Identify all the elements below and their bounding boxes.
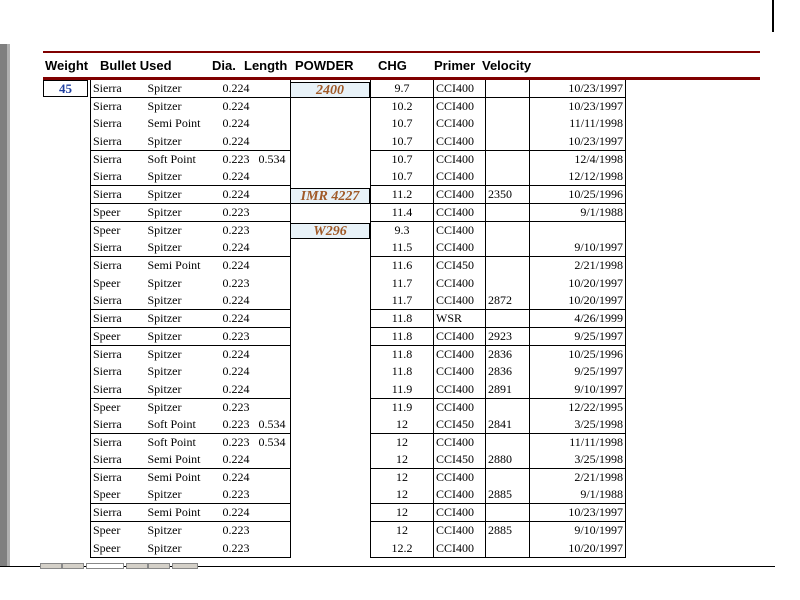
date-cell[interactable]: 11/11/1998 [530,434,626,452]
velocity-cell[interactable] [486,239,530,257]
date-cell[interactable]: 10/25/1996 [530,346,626,364]
bullet-type-cell[interactable]: Spitzer [147,523,182,538]
bullet-type-cell[interactable]: Spitzer [146,539,221,557]
primer-cell[interactable]: CCI400 [434,346,486,364]
powder-cell[interactable] [291,398,371,416]
length-cell[interactable] [257,274,291,292]
header-dia: Dia. [212,58,236,73]
charge-cell[interactable]: 12 [371,451,434,469]
powder-cell[interactable] [291,416,371,434]
date-cell[interactable]: 3/25/1998 [530,416,626,434]
bullet-maker-cell[interactable]: Sierra [91,346,146,364]
powder-cell[interactable] [291,363,371,381]
date-cell[interactable]: 9/25/1997 [530,328,626,346]
bullet-maker-cell[interactable]: Sierra [91,292,146,310]
charge-cell[interactable]: 12 [371,522,434,540]
charge-cell[interactable]: 12 [371,486,434,504]
charge-cell[interactable]: 11.4 [371,204,434,222]
bullet-type-cell[interactable]: Soft Point [147,151,196,166]
date-cell[interactable]: 3/25/1998 [530,451,626,469]
weight-value[interactable]: 45 [43,80,88,97]
primer-cell[interactable]: CCI400 [434,239,486,257]
bullet-maker-cell[interactable]: Sierra [91,310,146,328]
bullet-maker-cell[interactable]: Sierra [91,469,146,487]
window-right-border [772,0,774,32]
bullet-type-cell[interactable]: Spitzer [146,328,221,346]
velocity-cell[interactable] [486,398,530,416]
velocity-cell[interactable]: 2880 [486,451,530,469]
charge-cell[interactable]: 12 [371,504,434,522]
date-cell[interactable]: 10/23/1997 [530,80,626,98]
powder-cell[interactable] [291,133,371,151]
table-row[interactable] [91,346,626,364]
velocity-cell[interactable]: 2885 [486,486,530,504]
velocity-cell[interactable] [486,434,530,452]
charge-cell[interactable]: 12 [371,434,434,452]
diameter-cell[interactable]: 0.224 [222,364,250,379]
powder-cell[interactable] [291,328,371,346]
primer-cell[interactable]: CCI400 [434,186,486,204]
charge-cell[interactable]: 10.7 [371,133,434,151]
bullet-maker-cell[interactable]: Sierra [91,381,146,399]
length-cell[interactable] [257,310,291,328]
bullet-maker-cell[interactable]: Sierra [91,168,146,186]
charge-cell[interactable]: 10.7 [371,150,434,168]
bullet-type-cell[interactable]: Spitzer [147,399,182,414]
diameter-cell[interactable]: 0.224 [221,80,257,98]
length-cell[interactable] [257,451,291,469]
header-bullet-used: Bullet Used [100,58,172,73]
velocity-cell[interactable] [486,539,530,557]
header-chg: CHG [378,58,407,73]
velocity-cell[interactable] [486,150,530,168]
sheet-tab-active[interactable] [86,563,124,569]
diameter-cell[interactable]: 0.224 [222,470,250,485]
length-cell[interactable] [257,469,291,487]
primer-cell[interactable]: CCI400 [434,98,486,116]
diameter-cell[interactable]: 0.223 [221,539,257,557]
bullet-maker-cell[interactable]: Sierra [91,416,146,434]
table-row[interactable] [91,168,626,186]
sheet-tab-nav-next[interactable] [126,563,148,569]
bullet-type-cell[interactable]: Soft Point [146,416,221,434]
date-cell[interactable]: 10/23/1997 [530,504,626,522]
diameter-cell[interactable]: 0.224 [221,381,257,399]
diameter-cell[interactable]: 0.223 [222,275,250,290]
diameter-cell[interactable]: 0.224 [221,168,257,186]
primer-cell[interactable]: CCI400 [434,381,486,399]
charge-cell[interactable]: 12 [371,469,434,487]
bullet-type-cell[interactable]: Spitzer [146,486,221,504]
window-left-border-inner [7,44,10,566]
charge-cell[interactable]: 11.5 [371,239,434,257]
bullet-type-cell[interactable]: Spitzer [146,168,221,186]
powder-cell[interactable] [291,346,371,364]
length-cell[interactable] [257,168,291,186]
date-cell[interactable]: 9/10/1997 [530,522,626,540]
header-weight: Weight [45,58,89,73]
bullet-type-cell[interactable]: Spitzer [146,186,221,204]
velocity-cell[interactable]: 2836 [486,346,530,364]
powder-cell[interactable] [291,486,371,504]
velocity-cell[interactable]: 2350 [486,186,530,204]
primer-cell[interactable]: CCI400 [434,115,486,133]
velocity-cell[interactable] [486,257,530,275]
powder-cell[interactable] [291,204,371,222]
primer-cell[interactable]: CCI450 [434,257,486,275]
diameter-cell[interactable]: 0.224 [221,310,257,328]
powder-cell[interactable] [291,150,371,168]
table-row[interactable] [91,539,626,557]
header-powder: POWDER [295,58,354,73]
bullet-maker-cell[interactable]: Sierra [91,239,146,257]
date-cell[interactable]: 4/26/1999 [530,310,626,328]
header-primer: Primer [434,58,476,73]
table-row[interactable] [91,381,626,399]
velocity-cell[interactable] [486,115,530,133]
date-cell[interactable]: 10/20/1997 [530,292,626,310]
date-cell[interactable]: 9/1/1988 [530,486,626,504]
bullet-maker-cell[interactable]: Sierra [91,434,146,452]
velocity-cell[interactable] [486,469,530,487]
velocity-cell[interactable] [486,310,530,328]
powder-group-2400[interactable]: 2400 [290,82,370,98]
date-cell[interactable]: 10/23/1997 [530,98,626,116]
bullet-type-cell[interactable]: Semi Point [147,470,201,485]
bullet-type-cell[interactable]: Spitzer [146,310,221,328]
charge-cell[interactable]: 12.2 [371,539,434,557]
date-cell[interactable]: 12/4/1998 [530,150,626,168]
length-cell[interactable] [257,398,291,416]
powder-cell[interactable] [291,292,371,310]
sheet-tab-extra[interactable] [172,563,198,569]
charge-cell[interactable]: 11.8 [371,310,434,328]
length-cell[interactable] [257,115,291,133]
bullet-maker-cell[interactable]: Sierra [91,98,146,116]
diameter-cell[interactable]: 0.224 [221,292,257,310]
length-cell[interactable] [257,239,291,257]
charge-cell[interactable]: 11.7 [371,292,434,310]
diameter-cell[interactable]: 0.224 [221,133,257,151]
table-row[interactable] [91,133,626,151]
bullet-type-cell[interactable]: Spitzer [146,204,221,222]
date-cell[interactable]: 10/25/1996 [530,186,626,204]
diameter-cell[interactable]: 0.224 [222,258,250,273]
table-row[interactable] [91,310,626,328]
bullet-maker-cell[interactable]: Sierra [91,451,146,469]
table-row[interactable] [91,274,626,292]
primer-cell[interactable]: CCI400 [434,204,486,222]
table-row[interactable] [91,239,626,257]
primer-cell[interactable]: CCI450 [434,451,486,469]
primer-cell[interactable]: WSR [434,310,486,328]
date-cell[interactable]: 11/11/1998 [530,115,626,133]
velocity-cell[interactable]: 2836 [486,363,530,381]
table-row[interactable] [91,222,626,240]
table-row[interactable] [91,451,626,469]
diameter-cell[interactable]: 0.223 [222,151,250,166]
date-cell[interactable]: 2/21/1998 [530,469,626,487]
charge-cell[interactable]: 10.7 [371,168,434,186]
table-row[interactable] [91,328,626,346]
primer-cell[interactable]: CCI400 [434,469,486,487]
velocity-cell[interactable]: 2891 [486,381,530,399]
length-cell[interactable] [257,522,291,540]
powder-cell[interactable] [291,451,371,469]
primer-cell[interactable]: CCI400 [434,363,486,381]
charge-cell[interactable]: 11.6 [371,257,434,275]
bullet-type-cell[interactable]: Spitzer [146,133,221,151]
bullet-type-cell[interactable]: Spitzer [146,80,221,98]
date-cell[interactable]: 12/12/1998 [530,168,626,186]
length-cell[interactable] [257,257,291,275]
bullet-type-cell[interactable]: Spitzer [147,223,182,238]
bullet-maker-cell[interactable]: Sierra [91,150,146,168]
table-row[interactable] [91,186,626,204]
bullet-type-cell[interactable]: Semi Point [146,451,221,469]
date-cell[interactable]: 9/10/1997 [530,239,626,257]
sheet-tab-bar [40,563,200,569]
diameter-cell[interactable]: 0.224 [221,239,257,257]
diameter-cell[interactable]: 0.223 [221,328,257,346]
bullet-maker-cell[interactable]: Speer [91,486,146,504]
length-cell[interactable] [257,486,291,504]
bullet-maker-cell[interactable]: Sierra [91,257,146,275]
primer-cell[interactable]: CCI400 [434,292,486,310]
powder-group-imr4227[interactable]: IMR 4227 [290,188,370,204]
powder-cell[interactable] [291,310,371,328]
bullet-maker-cell[interactable]: Speer [91,539,146,557]
length-cell[interactable] [257,133,291,151]
diameter-cell[interactable]: 0.224 [222,347,250,362]
diameter-cell[interactable]: 0.223 [222,223,250,238]
primer-cell[interactable]: CCI400 [434,222,486,240]
length-cell[interactable] [257,292,291,310]
load-data-table [90,80,626,558]
primer-cell[interactable]: CCI400 [434,398,486,416]
length-cell[interactable] [257,539,291,557]
table-row[interactable] [91,80,626,98]
primer-cell[interactable]: CCI400 [434,434,486,452]
date-cell[interactable]: 9/10/1997 [530,381,626,399]
table-row[interactable] [91,522,626,540]
header-length: Length [244,58,288,73]
table-row[interactable] [91,115,626,133]
charge-cell[interactable]: 11.8 [371,346,434,364]
velocity-cell[interactable]: 2872 [486,292,530,310]
primer-cell[interactable]: CCI450 [434,416,486,434]
powder-cell[interactable] [291,434,371,452]
charge-cell[interactable]: 9.3 [371,222,434,240]
length-cell[interactable] [257,186,291,204]
bullet-maker-cell[interactable]: Sierra [91,133,146,151]
velocity-cell[interactable]: 2923 [486,328,530,346]
date-cell[interactable]: 9/1/1988 [530,204,626,222]
velocity-cell[interactable] [486,133,530,151]
velocity-cell[interactable]: 2841 [486,416,530,434]
velocity-cell[interactable] [486,222,530,240]
length-cell[interactable]: 0.534 [257,434,291,452]
table-row[interactable] [91,257,626,275]
length-cell[interactable] [257,80,291,98]
length-cell[interactable] [257,222,291,240]
header-rule-top [43,51,760,53]
primer-cell[interactable]: CCI400 [434,504,486,522]
powder-cell[interactable] [291,257,371,275]
length-cell[interactable] [257,346,291,364]
bullet-maker-cell[interactable]: Speer [91,204,146,222]
velocity-cell[interactable]: 2885 [486,522,530,540]
primer-cell[interactable]: CCI400 [434,274,486,292]
table-row[interactable] [91,434,626,452]
diameter-cell[interactable]: 0.223 [221,204,257,222]
length-cell[interactable] [257,381,291,399]
diameter-cell[interactable]: 0.223 [221,486,257,504]
powder-cell[interactable] [291,168,371,186]
table-row[interactable] [91,150,626,168]
primer-cell[interactable]: CCI400 [434,486,486,504]
primer-cell[interactable]: CCI400 [434,328,486,346]
diameter-cell[interactable]: 0.224 [221,504,257,522]
bullet-type-cell[interactable]: Semi Point [146,504,221,522]
bullet-maker-cell[interactable]: Sierra [91,115,146,133]
charge-cell[interactable]: 11.8 [371,328,434,346]
charge-cell[interactable]: 11.9 [371,381,434,399]
length-cell[interactable]: 0.534 [257,416,291,434]
powder-cell[interactable] [291,222,371,240]
powder-cell[interactable] [291,381,371,399]
date-cell[interactable]: 10/20/1997 [530,539,626,557]
length-cell[interactable] [257,204,291,222]
date-cell[interactable]: 10/23/1997 [530,133,626,151]
charge-cell[interactable]: 12 [371,416,434,434]
charge-cell[interactable]: 11.9 [371,398,434,416]
powder-group-w296[interactable]: W296 [290,223,370,239]
diameter-cell[interactable]: 0.224 [222,116,250,131]
bullet-type-cell[interactable]: Spitzer [146,381,221,399]
velocity-cell[interactable] [486,274,530,292]
primer-cell[interactable]: CCI400 [434,80,486,98]
bullet-type-cell[interactable]: Spitzer [147,347,182,362]
bullet-maker-cell[interactable]: Speer [91,398,146,416]
table-row[interactable] [91,416,626,434]
primer-cell[interactable]: CCI400 [434,150,486,168]
charge-cell[interactable]: 9.7 [371,80,434,98]
length-cell[interactable]: 0.534 [257,150,291,168]
charge-cell[interactable]: 11.8 [371,363,434,381]
bullet-maker-cell[interactable]: Speer [91,522,146,540]
date-cell[interactable]: 10/20/1997 [530,274,626,292]
powder-cell[interactable] [291,274,371,292]
bullet-maker-cell[interactable]: Sierra [91,363,146,381]
powder-cell[interactable] [291,504,371,522]
date-cell[interactable] [530,222,626,240]
diameter-cell[interactable]: 0.224 [222,99,250,114]
powder-cell[interactable] [291,98,371,116]
bullet-type-cell[interactable]: Soft Point [147,435,196,450]
velocity-cell[interactable] [486,168,530,186]
velocity-cell[interactable] [486,204,530,222]
bullet-type-cell[interactable]: Semi Point [147,116,201,131]
table-row[interactable] [91,486,626,504]
length-cell[interactable] [257,504,291,522]
bullet-maker-cell[interactable]: Sierra [91,504,146,522]
charge-cell[interactable]: 10.7 [371,115,434,133]
powder-cell[interactable] [291,186,371,204]
powder-cell[interactable] [291,469,371,487]
diameter-cell[interactable]: 0.223 [221,416,257,434]
primer-cell[interactable]: CCI400 [434,168,486,186]
charge-cell[interactable]: 11.2 [371,186,434,204]
table-row[interactable] [91,204,626,222]
length-cell[interactable] [257,98,291,116]
velocity-cell[interactable] [486,80,530,98]
table-row[interactable] [91,469,626,487]
diameter-cell[interactable]: 0.224 [221,451,257,469]
primer-cell[interactable]: CCI400 [434,133,486,151]
table-row[interactable] [91,398,626,416]
bullet-type-cell[interactable]: Spitzer [147,364,182,379]
powder-cell[interactable] [291,539,371,557]
bullet-maker-cell[interactable]: Sierra [91,80,146,98]
sheet-tab-nav-last[interactable] [148,563,170,569]
velocity-cell[interactable] [486,504,530,522]
diameter-cell[interactable]: 0.223 [222,435,250,450]
sheet-tab-nav-first[interactable] [40,563,62,569]
powder-cell[interactable] [291,239,371,257]
diameter-cell[interactable]: 0.223 [222,399,250,414]
charge-cell[interactable]: 10.2 [371,98,434,116]
header-velocity: Velocity [482,58,532,73]
bullet-type-cell[interactable]: Spitzer [147,275,182,290]
table-row[interactable] [91,363,626,381]
bullet-type-cell[interactable]: Spitzer [146,239,221,257]
length-cell[interactable] [257,328,291,346]
powder-cell[interactable] [291,115,371,133]
table-row[interactable] [91,98,626,116]
bullet-type-cell[interactable]: Semi Point [147,258,201,273]
velocity-cell[interactable] [486,98,530,116]
bullet-maker-cell[interactable]: Sierra [91,186,146,204]
powder-cell[interactable] [291,80,371,98]
bullet-maker-cell[interactable]: Speer [91,274,146,292]
diameter-cell[interactable]: 0.224 [221,186,257,204]
bullet-type-cell[interactable]: Spitzer [146,292,221,310]
bullet-maker-cell[interactable]: Speer [91,222,146,240]
bullet-maker-cell[interactable]: Speer [91,328,146,346]
diameter-cell[interactable]: 0.223 [222,523,250,538]
table-row[interactable] [91,292,626,310]
powder-cell[interactable] [291,522,371,540]
date-cell[interactable]: 12/22/1995 [530,398,626,416]
date-cell[interactable]: 9/25/1997 [530,363,626,381]
bullet-type-cell[interactable]: Spitzer [147,99,182,114]
date-cell[interactable]: 2/21/1998 [530,257,626,275]
table-row[interactable] [91,504,626,522]
sheet-tab-nav-prev[interactable] [62,563,84,569]
length-cell[interactable] [257,363,291,381]
primer-cell[interactable]: CCI400 [434,522,486,540]
primer-cell[interactable]: CCI400 [434,539,486,557]
charge-cell[interactable]: 11.7 [371,274,434,292]
